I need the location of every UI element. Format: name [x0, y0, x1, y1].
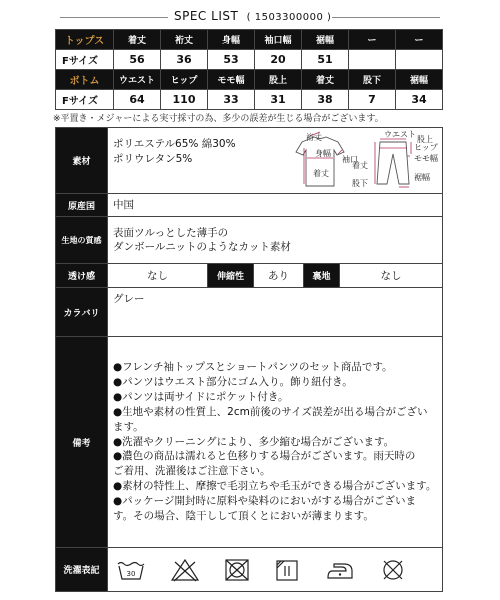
stretch-value: あり	[254, 264, 304, 288]
table-cell: 20	[255, 50, 302, 70]
col-header: 股下	[349, 70, 396, 90]
table-cell: 110	[161, 90, 208, 110]
remark-line: ●濃色の商品は濡れると色移りする場合がございます。雨天時の	[113, 450, 416, 463]
remark-line: ●フレンチ袖トップスとショートパンツのセット商品です。	[113, 361, 393, 374]
remarks-row	[56, 337, 443, 548]
table-cell: 7	[349, 90, 396, 110]
fig-label: モモ幅	[414, 154, 438, 163]
fig-label: 股下	[352, 179, 368, 188]
product-info-table	[55, 127, 443, 592]
spec-list-header	[60, 9, 440, 27]
table-cell: 64	[114, 90, 161, 110]
col-header: ヒップ	[161, 70, 208, 90]
remark-line: ●素材の特性上、摩擦で毛羽立ちや毛玉ができる場合がございます。	[113, 480, 437, 493]
material-row	[56, 128, 443, 194]
fig-label: 着丈	[313, 169, 329, 178]
lining-label: 裏地	[304, 264, 340, 288]
remark-line: ご着用、洗濯後はご注意下さい。	[113, 465, 271, 478]
product-code: ( 1503300000 )	[246, 12, 332, 23]
col-header: 裾幅	[302, 30, 349, 50]
spec-list-title	[174, 9, 331, 23]
fig-label: 裄丈	[306, 133, 322, 142]
fig-label: 身幅	[315, 149, 331, 158]
lining-value: なし	[340, 264, 443, 288]
material-line: ポリウレタン5%	[113, 152, 193, 165]
texture-label: 生地の質感	[56, 217, 108, 264]
table-cell: 51	[302, 50, 349, 70]
laundry-icons	[108, 548, 443, 592]
divider	[332, 17, 440, 18]
sheer-label: 透け感	[56, 264, 108, 288]
no-dry-clean-icon	[380, 558, 406, 582]
table-cell: 31	[255, 90, 302, 110]
color-value: グレー	[108, 288, 443, 337]
fig-label: 裾幅	[414, 173, 430, 182]
table-cell: 34	[396, 90, 443, 110]
col-header: 裾幅	[396, 70, 443, 90]
remark-line: ●生地や素材の性質上、2cm前後のサイズ誤差が出る場合がござい	[113, 405, 428, 418]
table-cell: 36	[161, 50, 208, 70]
laundry-row	[56, 548, 443, 592]
no-tumble-dry-icon	[224, 558, 250, 582]
laundry-label: 洗濯表記	[56, 548, 108, 592]
color-label: カラバリ	[56, 288, 108, 337]
properties-row	[56, 264, 443, 288]
col-header: 裄丈	[161, 30, 208, 50]
remark-line: ●パンツはウエスト部分にゴム入り。飾り紐付き。	[113, 375, 353, 388]
top-diagram-icon	[296, 137, 344, 186]
garment-diagram	[280, 128, 480, 192]
size-label: Fサイズ	[56, 90, 114, 110]
size-label: Fサイズ	[56, 50, 114, 70]
fig-label: 股上	[417, 135, 433, 144]
remark-line: ●パッケージ開封時に原料や染料のにおいがする場合がございま	[113, 495, 416, 508]
table-cell: 56	[114, 50, 161, 70]
col-header: ー	[396, 30, 443, 50]
title-text: SPEC LIST	[174, 9, 239, 23]
origin-label: 原産国	[56, 194, 108, 217]
tops-size-row	[56, 50, 443, 70]
fig-label: ウエスト	[384, 130, 416, 139]
table-cell	[396, 50, 443, 70]
fig-label: ヒップ	[414, 143, 438, 152]
table-cell	[349, 50, 396, 70]
texture-line: 表面ツルっとした薄手の	[113, 226, 229, 239]
bottoms-size-row	[56, 90, 443, 110]
sheer-value: なし	[108, 264, 208, 288]
table-cell: 38	[302, 90, 349, 110]
fig-label: 着丈	[352, 161, 368, 170]
remarks-value	[108, 337, 443, 548]
divider	[60, 17, 168, 18]
texture-row	[56, 217, 443, 264]
material-label: 素材	[56, 128, 108, 194]
texture-line: ダンボールニットのようなカット素材	[113, 241, 291, 253]
texture-value	[108, 217, 443, 264]
table-cell: 33	[208, 90, 255, 110]
remark-line: ます。	[113, 420, 144, 433]
col-header: 股上	[255, 70, 302, 90]
remark-line: ●洗濯やクリーニングにより、多少縮む場合がございます。	[113, 435, 395, 448]
origin-row	[56, 194, 443, 217]
col-header: 着丈	[302, 70, 349, 90]
col-header: ー	[349, 30, 396, 50]
material-cell	[108, 128, 443, 194]
wash-temp: 30	[126, 569, 136, 578]
line-dry-shade-icon	[274, 558, 300, 582]
iron-low-icon	[324, 558, 356, 582]
color-row	[56, 288, 443, 337]
table-cell: 53	[208, 50, 255, 70]
remarks-label: 備考	[56, 337, 108, 548]
col-header: 袖口幅	[255, 30, 302, 50]
measurement-note: ※平置き・メジャーによる実寸採寸の為、多少の誤差が生じる場合がございます。	[53, 114, 384, 124]
origin-value: 中国	[108, 194, 443, 217]
col-header: モモ幅	[208, 70, 255, 90]
tops-header-row	[56, 30, 443, 50]
col-header: ウエスト	[114, 70, 161, 90]
stretch-label: 伸縮性	[208, 264, 254, 288]
bottoms-header-row	[56, 70, 443, 90]
size-table	[55, 29, 443, 110]
remark-line: ●パンツは両サイドにポケット付き。	[113, 390, 289, 403]
remark-line: す。その場合、陰干しして頂くとにおいが薄まります。	[113, 510, 374, 523]
wash-30-icon	[116, 558, 146, 582]
col-header: 着丈	[114, 30, 161, 50]
fig-label: 袖口	[342, 155, 358, 164]
tops-category: トップス	[56, 30, 114, 50]
material-line: ポリエステル65% 綿30%	[113, 138, 236, 150]
bottoms-category: ボトム	[56, 70, 114, 90]
material-text	[113, 137, 236, 166]
col-header: 身幅	[208, 30, 255, 50]
no-bleach-icon	[170, 558, 200, 582]
